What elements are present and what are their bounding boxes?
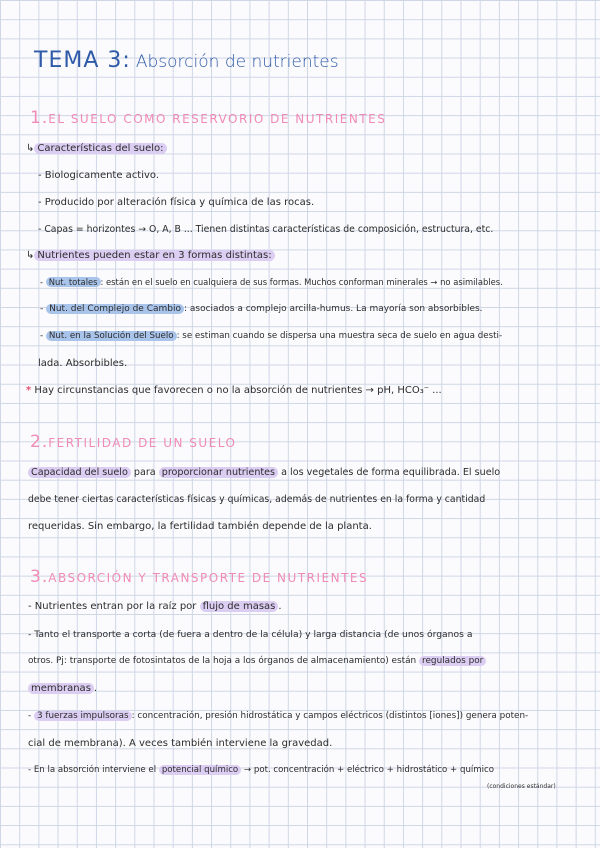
s3-line-5: - 3 fuerzas impulsoras : concentración, presión hidrostática y campos eléctricos (distintos [iones]) genera poten- — [28, 711, 529, 721]
section2-p2: debe tener ciertas características físicas y químicas, además de nutrientes en la forma y cantidad — [28, 494, 486, 505]
bullet-1-text: Biologicamente activo. — [44, 170, 160, 181]
form-1-label: Nut. totales — [46, 277, 101, 287]
section2-title: FERTILIDAD DE UN SUELO — [48, 436, 237, 450]
s3-l1-pre: - Nutrientes entran por la raíz por — [28, 601, 200, 612]
s2-p1-mid: para — [130, 467, 159, 478]
section1-title: EL SUELO COMO RESERVORIO DE NUTRIENTES — [48, 112, 387, 126]
form-2-label: Nut. del Complejo de Cambio — [46, 304, 184, 314]
bullet-3: - Capas = horizontes → O, A, B ... Tienen distintas características de composición, estructura, etc. — [38, 224, 494, 235]
s3-line-7-note: (condiciones estándar) — [487, 783, 556, 790]
s3-l1-post: . — [278, 601, 282, 612]
s2-p1-rest: a los vegetales de forma equilibrada. El suelo — [278, 467, 501, 478]
s3-hl-flujo: flujo de masas — [200, 601, 279, 612]
section2-heading — [30, 432, 236, 452]
s3-line-7 — [28, 765, 494, 775]
form-3-label: Nut. en la Solución del Suelo — [46, 331, 177, 341]
form-2: - Nut. del Complejo de Cambio : asociados a complejo arcilla-humus. La mayoría son absorbibles. — [40, 304, 483, 314]
nutrientes-line — [26, 250, 275, 261]
asterisk-icon: * — [26, 385, 32, 396]
s3-line-2: - Tanto el transporte a corta (de fuera a dentro de la célula) y larga distancia (de unos órganos a — [28, 629, 473, 640]
bullet-2: - Producido por alteración física y química de las rocas. — [38, 197, 315, 208]
s3-l5-post: : concentración, presión hidrostática y campos eléctricos (distintos [iones]) genera poten- — [131, 711, 529, 721]
s3-hl-potencial: potencial químico — [159, 765, 241, 775]
form-3-text: : se estiman cuando se dispersa una muestra seca de suelo en agua desti- — [176, 331, 503, 341]
form-1: - Nut. totales : están en el suelo en cualquiera de sus formas. Muchos conforman minerales → no asimilables. — [40, 277, 503, 287]
s3-l4-post: . — [93, 683, 98, 694]
section2-p1 — [28, 467, 500, 478]
title-main: TEMA 3: — [34, 48, 131, 73]
bullet-1: - Biologicamente activo. — [38, 170, 160, 181]
s3-l7-pre: - En la absorción interviene el — [28, 765, 159, 775]
s2-hl-proporcionar: proporcionar nutrientes — [159, 467, 278, 478]
section3-heading — [30, 567, 368, 587]
section3-title: ABSORCIÓN Y TRANSPORTE DE NUTRIENTES — [48, 571, 369, 585]
page-title — [34, 48, 339, 73]
form-2-text: : asociados a complejo arcilla-humus. La mayoría son absorbibles. — [183, 304, 483, 314]
arrow-icon: ↳ — [26, 143, 35, 154]
form-1-text: : están en el suelo en cualquiera de sus formas. Muchos conforman minerales → no asimilables. — [100, 277, 503, 287]
s3-hl-fuerzas: 3 fuerzas impulsoras — [34, 711, 132, 721]
bullet-2-text: Producido por alteración física y química de las rocas. — [44, 197, 315, 208]
caracteristicas-label: Características del suelo: — [34, 143, 166, 154]
form-3-continued: lada. Absorbibles. — [38, 358, 128, 369]
section1-number: 1. — [30, 108, 49, 128]
form-3: - Nut. en la Solución del Suelo : se estiman cuando se dispersa una muestra seca de suelo en agua desti- — [40, 331, 503, 341]
note-line — [26, 385, 442, 396]
section1-heading — [30, 108, 386, 128]
s3-line-3 — [28, 656, 486, 666]
section2-p3: requeridas. Sin embargo, la fertilidad también depende de la planta. — [28, 521, 372, 532]
title-subtitle: Absorción de nutrientes — [135, 52, 339, 72]
s2-hl-capacidad: Capacidad del suelo — [28, 467, 131, 478]
note-text: Hay circunstancias que favorecen o no la absorción de nutrientes → pH, HCO₃⁻ ... — [34, 385, 442, 396]
caracteristicas-line — [26, 143, 167, 154]
nutrientes-label: Nutrientes pueden estar en 3 formas distintas: — [34, 250, 274, 261]
s3-line-4 — [28, 683, 97, 694]
bullet-3-text: Capas = horizontes → O, A, B ... Tienen distintas características de composición, estructura, etc. — [44, 224, 494, 235]
arrow-icon: ↳ — [26, 250, 35, 261]
s3-hl-membranas: membranas — [28, 683, 94, 694]
s3-line-6: cial de membrana). A veces también interviene la gravedad. — [28, 738, 333, 749]
section3-number: 3. — [30, 567, 49, 587]
s3-hl-regulados: regulados por — [419, 656, 486, 666]
s3-l7-post: → pot. concentración + eléctrico + hidrostático + químico — [241, 765, 495, 775]
s3-l3-pre: otros. Pj: transporte de fotosintatos de la hoja a los órganos de almacenamiento) están — [28, 656, 420, 666]
s3-line-1 — [28, 601, 282, 612]
section2-number: 2. — [30, 432, 49, 452]
